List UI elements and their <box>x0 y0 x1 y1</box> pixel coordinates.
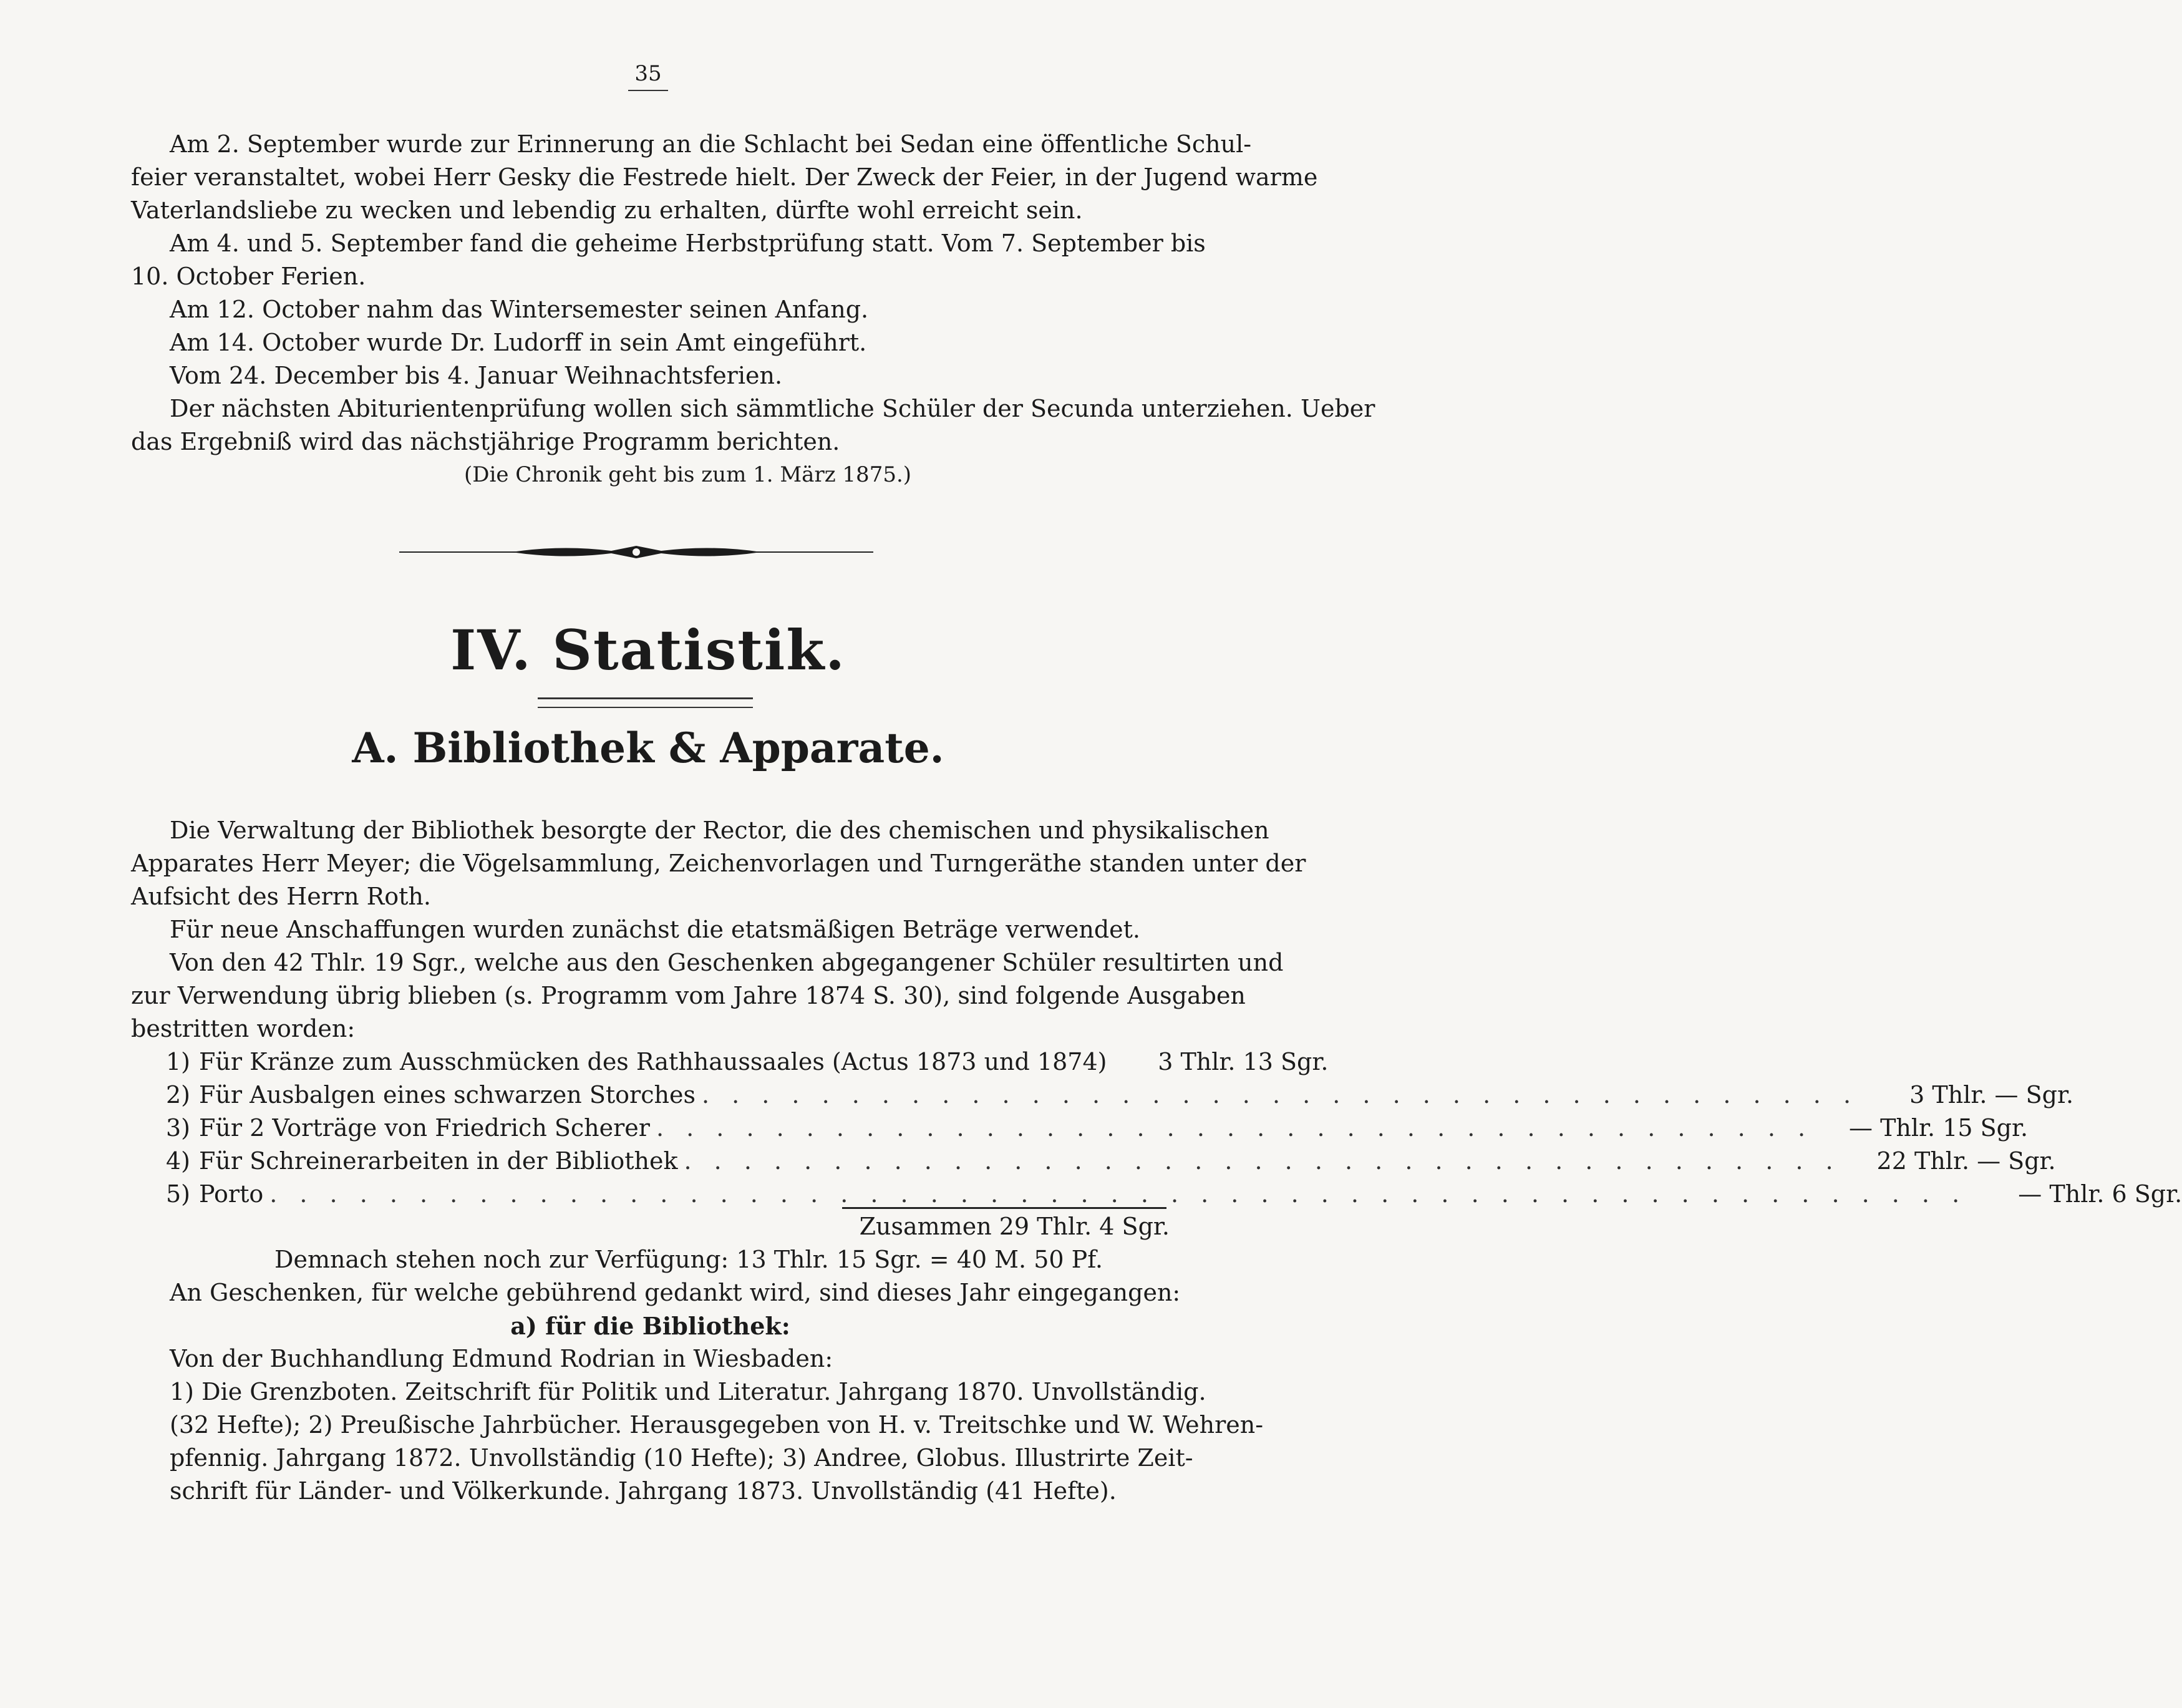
subsection-title: A. Bibliothek & Apparate. <box>352 724 944 772</box>
chronicle-line: Der nächsten Abiturientenprüfung wollen sich sämmtliche Schüler der Secunda unterziehen. Ueber <box>170 395 1375 422</box>
chronicle-line: Am 2. September wurde zur Erinnerung an die Schlacht bei Sedan eine öffentliche Schul- <box>170 130 1252 158</box>
chronicle-note: (Die Chronik geht bis zum 1. März 1875.) <box>463 462 912 487</box>
expense-amount: 22 Thlr. — Sgr. <box>1876 1147 2056 1175</box>
gifts-line: (32 Hefte); 2) Preußische Jahrbücher. Herausgegeben von H. v. Treitschke und W. Wehren- <box>170 1411 1264 1439</box>
dot-leader: . . . . . . . . . . . . . . . . . . . . . . . . . . . . . . . . . . . . . . . . . . . . . . . . . . . . . . . . . <box>269 1180 1967 1208</box>
title-double-rule <box>538 697 753 708</box>
ornamental-divider <box>399 540 873 565</box>
remaining-line: Demnach stehen noch zur Verfügung: 13 Thlr. 15 Sgr. = 40 M. 50 Pf. <box>274 1246 1103 1273</box>
expense-description: Porto <box>199 1180 264 1208</box>
expense-amount: 3 Thlr. 13 Sgr. <box>1158 1048 1329 1075</box>
paragraph-line: zur Verwendung übrig blieben (s. Programm vom Jahre 1874 S. 30), sind folgende Ausgaben <box>131 982 1246 1009</box>
dot-leader: . . . . . . . . . . . . . . . . . . . . . . . . . . . . . . . . . . . . . . . <box>701 1081 1859 1109</box>
chronicle-line: Am 12. October nahm das Wintersemester seinen Anfang. <box>170 296 869 323</box>
library-section <box>131 814 2182 1211</box>
expense-row <box>131 1079 2074 1112</box>
chronicle-line: Vaterlandsliebe zu wecken und lebendig zu erhalten, dürfte wohl erreicht sein. <box>131 197 1083 224</box>
expense-row <box>131 1046 1329 1079</box>
expense-row <box>131 1178 2182 1211</box>
gifts-line: schrift für Länder- und Völkerkunde. Jahrgang 1873. Unvollständig (41 Hefte). <box>170 1477 1117 1505</box>
expense-number: 1) <box>165 1048 190 1075</box>
gifts-heading: a) für die Bibliothek: <box>510 1312 790 1340</box>
paragraph-line: Von den 42 Thlr. 19 Sgr., welche aus den Geschenken abgegangener Schüler resultirten und <box>170 949 1284 976</box>
expense-description: Für Kränze zum Ausschmücken des Rathhaussaales (Actus 1873 und 1874) <box>199 1048 1107 1075</box>
expense-number: 2) <box>165 1081 190 1109</box>
expense-number: 3) <box>165 1114 190 1142</box>
expense-amount: 3 Thlr. — Sgr. <box>1909 1081 2074 1109</box>
section-title: IV. Statistik. <box>450 618 846 682</box>
expense-number: 5) <box>165 1180 190 1208</box>
expense-description: Für 2 Vorträge von Friedrich Scherer <box>199 1114 650 1142</box>
chronicle-line: Am 14. October wurde Dr. Ludorff in sein Amt eingeführt. <box>170 329 867 356</box>
expense-description: Für Ausbalgen eines schwarzen Storches <box>199 1081 696 1109</box>
chronicle-section <box>131 128 1375 492</box>
expense-list <box>131 1046 2182 1211</box>
gifts-line: pfennig. Jahrgang 1872. Unvollständig (10 Hefte); 3) Andree, Globus. Illustrirte Zeit- <box>170 1444 1193 1472</box>
totals-and-gifts <box>131 1210 1264 1508</box>
paragraph-line: bestritten worden: <box>131 1015 356 1042</box>
paragraph-line: Apparates Herr Meyer; die Vögelsammlung, Zeichenvorlagen und Turngeräthe standen unter der <box>131 850 1306 877</box>
paragraph-line: Aufsicht des Herrn Roth. <box>131 883 431 910</box>
expense-amount: — Thlr. 15 Sgr. <box>1849 1114 2029 1142</box>
expense-description: Für Schreinerarbeiten in der Bibliothek <box>199 1147 678 1175</box>
total-rule <box>842 1207 1166 1209</box>
gifts-line: 1) Die Grenzboten. Zeitschrift für Politik und Literatur. Jahrgang 1870. Unvollständig. <box>170 1378 1206 1405</box>
chronicle-line: Am 4. und 5. September fand die geheime Herbstprüfung statt. Vom 7. September bis <box>170 230 1206 257</box>
dot-leader: . . . . . . . . . . . . . . . . . . . . . . . . . . . . . . . . . . . . . . . <box>656 1114 1813 1142</box>
chronicle-line: Vom 24. December bis 4. Januar Weihnachtsferien. <box>170 362 783 389</box>
paragraph-line: Die Verwaltung der Bibliothek besorgte der Rector, die des chemischen und physikalischen <box>170 817 1269 844</box>
chronicle-line: 10. October Ferien. <box>131 263 366 290</box>
page-number: 35 <box>0 61 1296 91</box>
paragraph-line: Für neue Anschaffungen wurden zunächst die etatsmäßigen Beträge verwendet. <box>170 916 1140 943</box>
expense-number: 4) <box>165 1147 190 1175</box>
expense-row <box>131 1145 2056 1178</box>
dot-leader: . . . . . . . . . . . . . . . . . . . . . . . . . . . . . . . . . . . . . . . <box>684 1147 1841 1175</box>
gifts-source: Von der Buchhandlung Edmund Rodrian in Wiesbaden: <box>170 1345 833 1372</box>
chronicle-line: das Ergebniß wird das nächstjährige Programm berichten. <box>131 428 840 455</box>
total-line: Zusammen 29 Thlr. 4 Sgr. <box>859 1213 1170 1240</box>
dot-leader <box>1107 1046 1113 1079</box>
gifts-intro: An Geschenken, für welche gebührend gedankt wird, sind dieses Jahr eingegangen: <box>170 1279 1181 1306</box>
expense-amount: — Thlr. 6 Sgr. <box>2018 1180 2182 1208</box>
chronicle-line: feier veranstaltet, wobei Herr Gesky die Festrede hielt. Der Zweck der Feier, in der Jugend warme <box>131 163 1318 191</box>
expense-row <box>131 1112 2029 1145</box>
